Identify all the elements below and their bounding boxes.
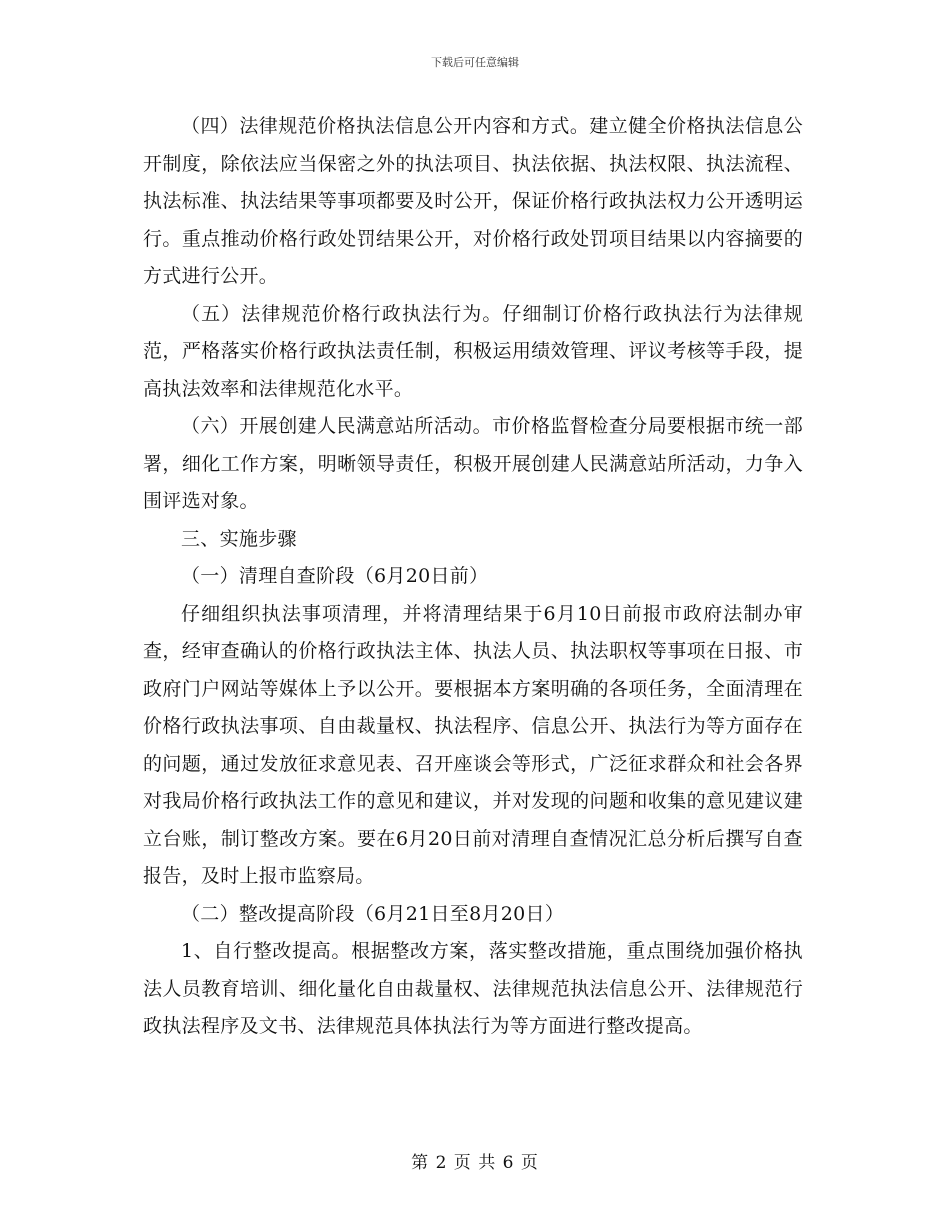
header-note: 下载后可任意编辑 (431, 56, 519, 69)
subheading-rectification-stage: （二）整改提高阶段（6月21日至8月20日） (181, 902, 565, 925)
document-body (143, 108, 803, 1046)
paragraph-info-disclosure: （四）法律规范价格执法信息公开内容和方式。建立健全价格执法信息公开制度，除依法应当保密之外的执法项目、执法依据、执法权限、执法流程、执法标准、执法结果等事项都要及时公开，保证价格行政执法权力公开透明运行。重点推动价格行政处罚结果公开，对价格行政处罚项目结果以内容摘要的方式进行公开。 (143, 115, 803, 287)
paragraph-satisfied-station: （六）开展创建人民满意站所活动。市价格监督检查分局要根据市统一部署，细化工作方案，明晰领导责任，积极开展创建人民满意站所活动，力争入围评选对象。 (143, 415, 803, 512)
paragraph-enforcement-behavior: （五）法律规范价格行政执法行为。仔细制订价格行政执法行为法律规范，严格落实价格行政执法责任制，积极运用绩效管理、评议考核等手段，提高执法效率和法律规范化水平。 (143, 302, 803, 400)
paragraph-self-rectification: 1、自行整改提高。根据整改方案，落实整改措施，重点围绕加强价格执法人员教育培训、细化量化自由裁量权、法律规范执法信息公开、法律规范行政执法程序及文书、法律规范具体执法行为等方面进行整改提高。 (143, 940, 803, 1037)
page-number: 第 2 页 共 6 页 (411, 1153, 539, 1173)
paragraph-self-inspection-details: 仔细组织执法事项清理，并将清理结果于6月10日前报市政府法制办审查，经审查确认的价格行政执法主体、执法人员、执法职权等事项在日报、市政府门户网站等媒体上予以公开。要根据本方案明确的各项任务，全面清理在价格行政执法事项、自由裁量权、执法程序、信息公开、执法行为等方面存在的问题，通过发放征求意见表、召开座谈会等形式，广泛征求群众和社会各界对我局价格行政执法工作的意见和建议，并对发现的问题和收集的意见建议建立台账，制订整改方案。要在6月20日前对清理自查情况汇总分析后撰写自查报告，及时上报市监察局。 (143, 602, 803, 887)
section-heading-implementation-steps: 三、实施步骤 (181, 527, 297, 550)
subheading-self-inspection-stage: （一）清理自查阶段（6月20日前） (181, 565, 489, 587)
